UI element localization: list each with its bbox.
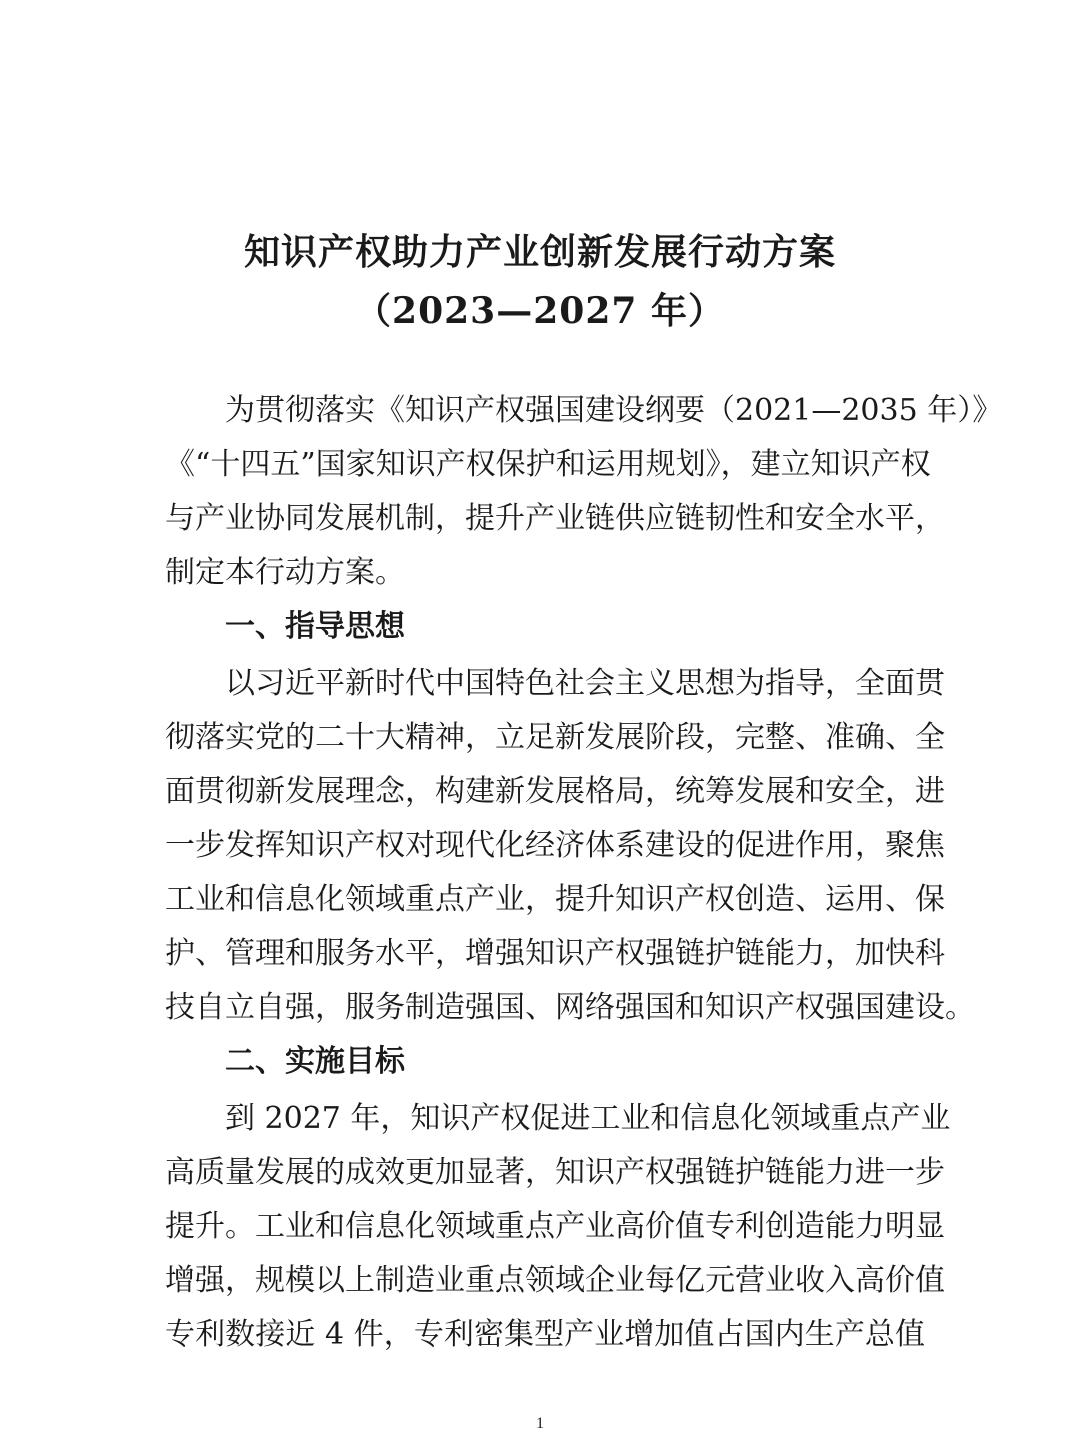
paragraph-line: 工业和信息化领域重点产业，提升知识产权创造、运用、保: [165, 882, 945, 917]
intro-line: 制定本行动方案。: [165, 555, 405, 590]
paragraph-line: 高质量发展的成效更加显著，知识产权强链护链能力进一步: [165, 1155, 945, 1190]
section-heading-goals: 二、实施目标: [225, 1044, 405, 1079]
paragraph-line: 技自立自强，服务制造强国、网络强国和知识产权强国建设。: [165, 990, 975, 1025]
section-heading-guiding-thought: 一、指导思想: [225, 609, 405, 644]
paragraph-line: 提升。工业和信息化领域重点产业高价值专利创造能力明显: [165, 1209, 945, 1244]
page-number: 1: [536, 1415, 544, 1432]
document-title: 知识产权助力产业创新发展行动方案: [243, 231, 836, 273]
paragraph-line: 护、管理和服务水平，增强知识产权强链护链能力，加快科: [165, 936, 945, 971]
paragraph-line: 到 2027 年，知识产权促进工业和信息化领域重点产业: [225, 1101, 951, 1136]
document-subtitle-years: （2023—2027 年）: [355, 290, 725, 332]
paragraph-line: 面贯彻新发展理念，构建新发展格局，统筹发展和安全，进: [165, 774, 945, 809]
intro-line: 为贯彻落实《知识产权强国建设纲要（2021—2035 年）》: [225, 393, 1003, 428]
intro-line: 《“十四五”国家知识产权保护和运用规划》，建立知识产权: [165, 447, 931, 482]
paragraph-line: 一步发挥知识产权对现代化经济体系建设的促进作用，聚焦: [165, 828, 945, 863]
paragraph-line: 专利数接近 4 件，专利密集型产业增加值占国内生产总值: [165, 1317, 925, 1352]
paragraph-line: 彻落实党的二十大精神，立足新发展阶段，完整、准确、全: [165, 720, 945, 755]
intro-line: 与产业协同发展机制，提升产业链供应链韧性和安全水平，: [165, 501, 945, 536]
paragraph-line: 增强，规模以上制造业重点领域企业每亿元营业收入高价值: [165, 1263, 945, 1298]
paragraph-line: 以习近平新时代中国特色社会主义思想为指导，全面贯: [225, 666, 945, 701]
